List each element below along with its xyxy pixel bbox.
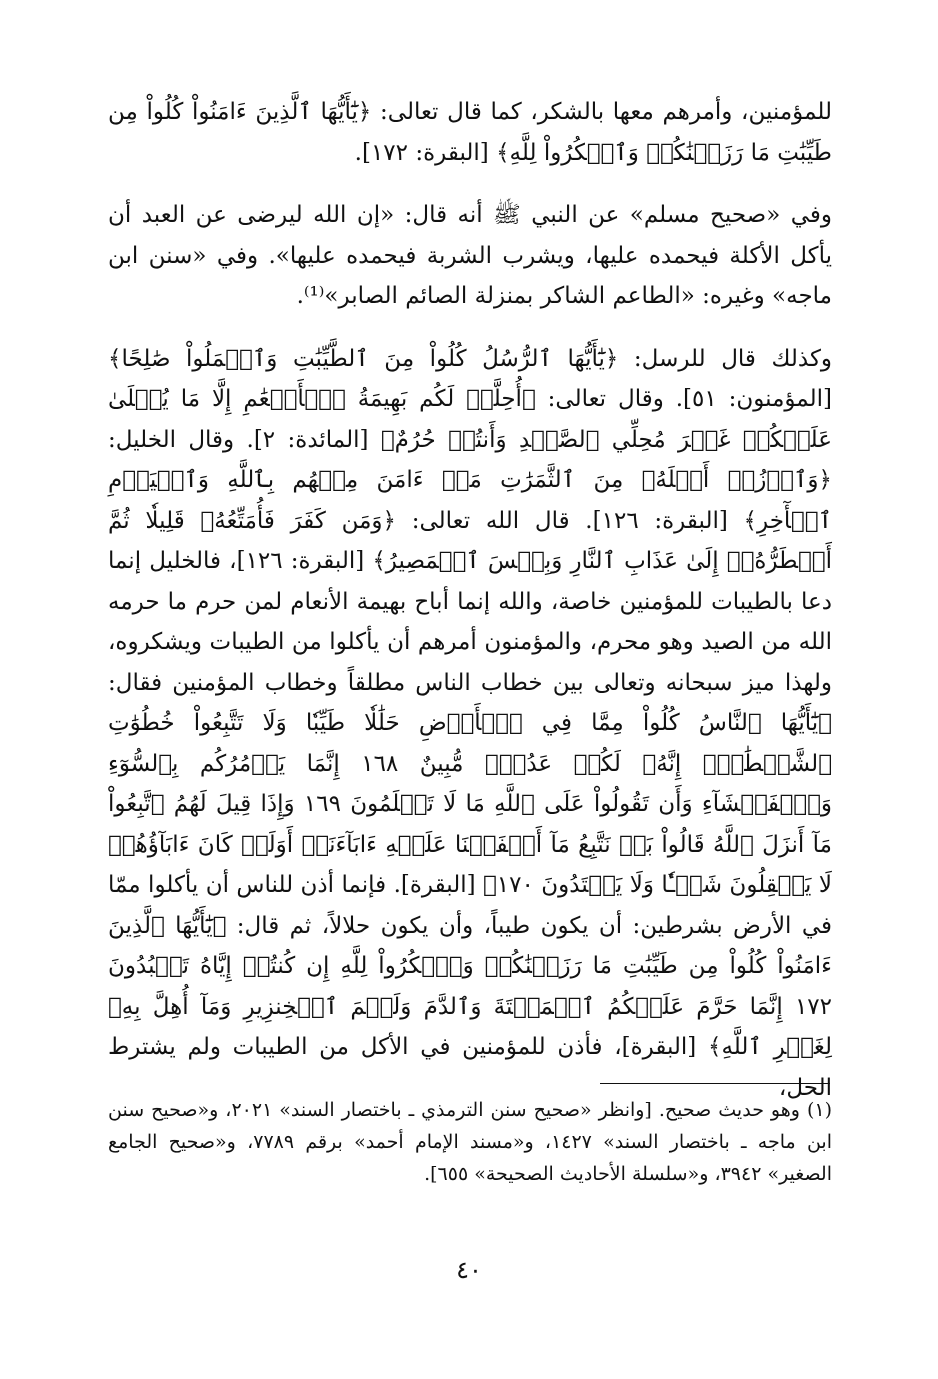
footnote: (١) وهو حديث صحيح. [وانظر «صحيح سنن الترمذي ـ باختصار السند» ٢٠٢١، و«صحيح سنن ابن ماجه ـ باختصار السند» ١٤٢٧، و«مسند الإمام أحمد» برقم ٧٧٨٩، و«صحيح الجامع الصغير» ٣٩٤٢، و«سلسلة الأحاديث الصحيحة» ٦٥٥]. [108,1099,832,1185]
footnote-divider [600,1083,830,1084]
paragraph-3: وكذلك قال للرسل: ﴿يَٰٓأَيُّهَا ٱلرُّسُلُ كُلُواْ مِنَ ٱلطَّيِّبَٰتِ وَٱعۡمَلُواْ صَٰلِحًا﴾ [المؤمنون: ٥١]. وقال تعالى: ﴿أُحِلَّتۡ لَكُم بَهِيمَةُ ٱلۡأَنۡعَٰمِ إِلَّا مَا يُتۡلَىٰ عَلَيۡكُمۡ غَيۡرَ مُحِلِّي ٱلصَّيۡدِ وَأَنتُمۡ حُرُمٌ﴾ [المائدة: ٢]. وقال الخليل: ﴿وَٱرۡزُقۡ أَهۡلَهُۥ مِنَ ٱلثَّمَرَٰتِ مَنۡ ءَامَنَ مِنۡهُم بِٱللَّهِ وَٱلۡيَوۡمِ ٱلۡأٓخِرِ﴾ [البقرة: ١٢٦]. قال الله تعالى: ﴿وَمَن كَفَرَ فَأُمَتِّعُهُۥ قَلِيلٗا ثُمَّ أَضۡطَرُّهُۥٓ إِلَىٰ عَذَابِ ٱلنَّارِ وَبِئۡسَ ٱلۡمَصِيرُ﴾ [البقرة: ١٢٦]، فالخليل إنما دعا بالطيبات للمؤمنين خاصة، والله إنما أباح بهيمة الأنعام لمن حرم ما حرمه الله من الصيد وهو محرم، والمؤمنون أمرهم أن يأكلوا من الطيبات ويشكروه، ولهذا ميز سبحانه وتعالى بين خطاب الناس مطلقاً وخطاب المؤمنين فقال: ﴿يَٰٓأَيُّهَا ٱلنَّاسُ كُلُواْ مِمَّا فِي ٱلۡأَرۡضِ حَلَٰلٗا طَيِّبٗا وَلَا تَتَّبِعُواْ خُطُوَٰتِ ٱلشَّيۡطَٰنِۚ إِنَّهُۥ لَكُمۡ عَدُوّٞ مُّبِينٌ ١٦٨ إِنَّمَا يَأۡمُرُكُم بِٱلسُّوٓءِ وَٱلۡفَحۡشَآءِ وَأَن تَقُولُواْ عَلَى ٱللَّهِ مَا لَا تَعۡلَمُونَ ١٦٩ وَإِذَا قِيلَ لَهُمُ ٱتَّبِعُواْ مَآ أَنزَلَ ٱللَّهُ قَالُواْ بَلۡ نَتَّبِعُ مَآ أَلۡفَيۡنَا عَلَيۡهِ ءَابَآءَنَآۚ أَوَلَوۡ كَانَ ءَابَآؤُهُمۡ لَا يَعۡقِلُونَ شَيۡـٔٗا وَلَا يَهۡتَدُونَ ١٧٠﴾ [البقرة]. فإنما أذن للناس أن يأكلوا ممّا في الأرض بشرطين: أن يكون طيباً، وأن يكون حلالاً، ثم قال: ﴿يَٰٓأَيُّهَا ٱلَّذِينَ ءَامَنُواْ كُلُواْ مِن طَيِّبَٰتِ مَا رَزَقۡنَٰكُمۡ وَٱشۡكُرُواْ لِلَّهِ إِن كُنتُمۡ إِيَّاهُ تَعۡبُدُونَ ١٧٢ إِنَّمَا حَرَّمَ عَلَيۡكُمُ ٱلۡمَيۡتَةَ وَٱلدَّمَ وَلَحۡمَ ٱلۡخِنزِيرِ وَمَآ أُهِلَّ بِهِۦ لِغَيۡرِ ٱللَّهِ﴾ [البقرة]، فأذن للمؤمنين في الأكل من الطيبات ولم يشترط الحل، [108,345,833,1101]
paragraph-1: للمؤمنين، وأمرهم معها بالشكر، كما قال تعالى: ﴿يَٰٓأَيُّهَا ٱلَّذِينَ ءَامَنُواْ كُلُواْ مِن طَيِّبَٰتِ مَا رَزَقۡنَٰكُمۡ وَٱشۡكُرُواْ لِلَّهِ﴾ [البقرة: ١٧٢]. [108,99,832,166]
page-body [108,92,832,1108]
page-number: ٤٠ [456,1256,482,1284]
paragraph-2: وفي «صحيح مسلم» عن النبي ﷺ أنه قال: «إن الله ليرضى عن العبد أن يأكل الأكلة فيحمده عليها، ويشرب الشربة فيحمده عليها». وفي «سنن ابن ماجه» وغيره: «الطاعم الشاكر بمنزلة الصائم الصابر»⁽¹⁾. [108,202,832,309]
